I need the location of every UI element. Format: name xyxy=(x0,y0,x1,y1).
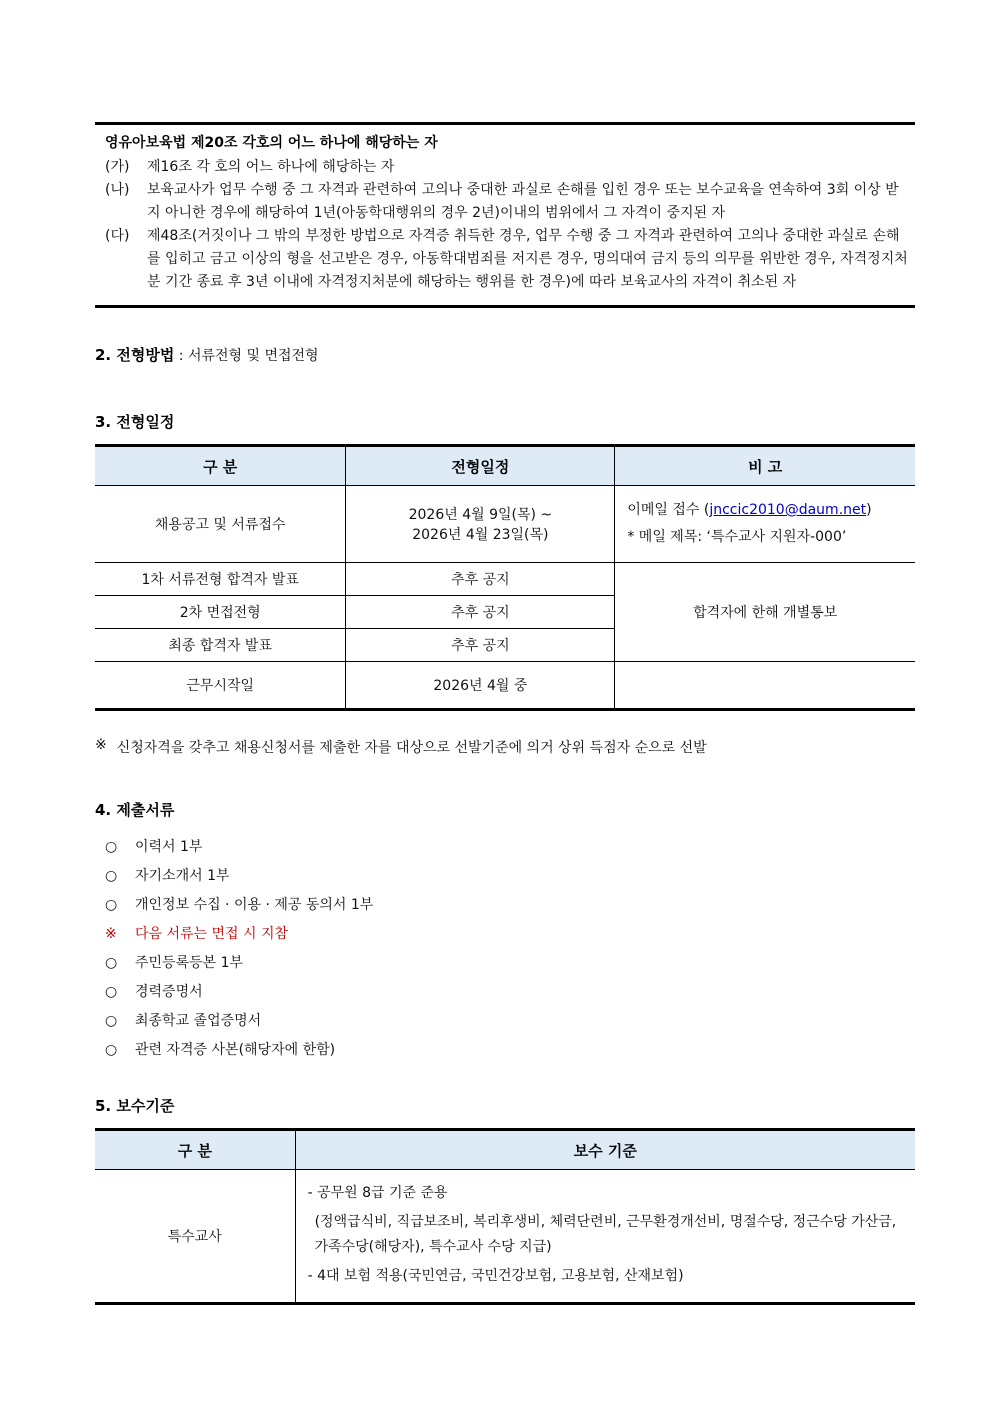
schedule-row-first-pass xyxy=(95,563,915,596)
empty-remark-cell xyxy=(615,662,915,710)
list-item xyxy=(105,978,915,1007)
document-list xyxy=(95,833,915,1065)
cell-value: 추후 공지 xyxy=(346,563,615,596)
section-heading-method: 2. 전형방법 xyxy=(95,346,175,364)
item-marker: (다) xyxy=(105,228,130,244)
eligibility-item xyxy=(105,156,911,179)
item-text: 경력증명서 xyxy=(135,984,203,1000)
item-text: 보육교사가 업무 수행 중 그 자격과 관련하여 고의나 중대한 과실로 손해를 입힌 경우 또는 보수교육을 연속하여 3회 이상 받지 아니한 경우에 해당하여 1년(아동학대행위의 경우 2년)이내의 범위에서 그 자격이 중지된 자 xyxy=(147,182,899,221)
pay-line: - 4대 보험 적용(국민연금, 국민건강보험, 고용보험, 산재보험) xyxy=(307,1268,684,1284)
schedule-header-dates: 전형일정 xyxy=(346,446,615,486)
merged-remark-cell: 합격자에 한해 개별통보 xyxy=(615,563,915,662)
selection-note-text: 신청자격을 갖추고 채용신청서를 제출한 자를 대상으로 선발기준에 의거 상위 득점자 순으로 선발 xyxy=(116,740,707,756)
pay-row-label: 특수교사 xyxy=(95,1170,295,1304)
item-text: 주민등록등본 1부 xyxy=(135,955,244,971)
pay-description-cell xyxy=(295,1170,915,1304)
cell-value: 추후 공지 xyxy=(346,629,615,662)
list-item xyxy=(105,891,915,920)
cell-label: 채용공고 및 서류접수 xyxy=(95,486,346,563)
schedule-row-work-start xyxy=(95,662,915,710)
pay-header-category: 구 분 xyxy=(95,1130,295,1170)
circle-bullet-icon: ○ xyxy=(105,839,118,855)
section-heading-pay: 5. 보수기준 xyxy=(95,1097,175,1115)
schedule-header-row xyxy=(95,446,915,486)
reference-mark-icon: ※ xyxy=(95,737,107,753)
method-value: 서류전형 및 면접전형 xyxy=(187,348,319,364)
list-item xyxy=(105,1007,915,1036)
item-text: 자기소개서 1부 xyxy=(135,868,230,884)
circle-bullet-icon: ○ xyxy=(105,984,118,1000)
period-line1: 2026년 4월 9일(목) ~ xyxy=(408,507,553,523)
selection-note xyxy=(95,737,915,757)
pay-row xyxy=(95,1170,915,1304)
pay-line: (정액급식비, 직급보조비, 복리후생비, 체력단련비, 근무환경개선비, 명절수당, 정근수당 가산금, 가족수당(해당자), 특수교사 수당 지급) xyxy=(314,1214,897,1255)
reference-mark-icon: ※ xyxy=(105,926,117,942)
eligibility-item xyxy=(105,225,911,294)
pay-header-row xyxy=(95,1130,915,1170)
cell-period xyxy=(346,486,615,563)
circle-bullet-icon: ○ xyxy=(105,1013,118,1029)
circle-bullet-icon: ○ xyxy=(105,868,118,884)
schedule-table xyxy=(95,444,915,711)
list-item xyxy=(105,1036,915,1065)
section-heading-schedule: 3. 전형일정 xyxy=(95,413,175,431)
remark-line1: 이메일 접수 (jnccic2010@daum.net) xyxy=(627,502,872,518)
eligibility-item xyxy=(105,179,911,225)
item-marker: (나) xyxy=(105,182,130,198)
eligibility-title: 영유아보육법 제20조 각호의 어느 하나에 해당하는 자 xyxy=(105,135,438,151)
remark-line2: * 메일 제목: ‘특수교사 지원자-000’ xyxy=(627,529,847,545)
method-separator: : xyxy=(174,348,188,364)
cell-label: 최종 합격자 발표 xyxy=(95,629,346,662)
list-item-warning xyxy=(105,920,915,949)
schedule-header-category: 구 분 xyxy=(95,446,346,486)
item-text: 다음 서류는 면접 시 지참 xyxy=(135,926,289,942)
section-method xyxy=(95,344,915,365)
section-heading-documents: 4. 제출서류 xyxy=(95,801,175,819)
eligibility-box xyxy=(95,122,915,308)
item-text: 개인정보 수집 · 이용 · 제공 동의서 1부 xyxy=(135,897,374,913)
pay-table xyxy=(95,1128,915,1305)
schedule-header-remarks: 비 고 xyxy=(615,446,915,486)
email-link[interactable]: jnccic2010@daum.net xyxy=(709,502,867,518)
list-item xyxy=(105,949,915,978)
cell-value: 추후 공지 xyxy=(346,596,615,629)
item-text: 제16조 각 호의 어느 하나에 해당하는 자 xyxy=(147,159,395,175)
document-page xyxy=(95,0,915,1305)
circle-bullet-icon: ○ xyxy=(105,897,118,913)
schedule-row-apply xyxy=(95,486,915,563)
cell-remark xyxy=(615,486,915,563)
circle-bullet-icon: ○ xyxy=(105,955,118,971)
cell-label: 근무시작일 xyxy=(95,662,346,710)
cell-label: 1차 서류전형 합격자 발표 xyxy=(95,563,346,596)
item-text: 이력서 1부 xyxy=(135,839,203,855)
pay-line: - 공무원 8급 기준 준용 xyxy=(307,1185,448,1201)
circle-bullet-icon: ○ xyxy=(105,1042,118,1058)
period-line2: 2026년 4월 23일(목) xyxy=(412,527,549,543)
item-text: 최종학교 졸업증명서 xyxy=(135,1013,262,1029)
list-item xyxy=(105,862,915,891)
item-text: 제48조(거짓이나 그 밖의 부정한 방법으로 자격증 취득한 경우, 업무 수행 중 그 자격과 관련하여 고의나 중대한 과실로 손해를 입히고 금고 이상의 형을 선고받은 경우, 아동학대범죄를 저지른 경우, 명의대여 금지 등의 의무를 위반한 경우, 자격정지처분 기간 종료 후 3년 이내에 자격정지처분에 해당하는 행위를 한 경우)에 따라 보육교사의 자격이 취소된 자 xyxy=(147,228,908,290)
item-marker: (가) xyxy=(105,159,130,175)
list-item xyxy=(105,833,915,862)
cell-value: 2026년 4월 중 xyxy=(346,662,615,710)
pay-header-standard: 보수 기준 xyxy=(295,1130,915,1170)
item-text: 관련 자격증 사본(해당자에 한함) xyxy=(135,1042,336,1058)
cell-label: 2차 면접전형 xyxy=(95,596,346,629)
